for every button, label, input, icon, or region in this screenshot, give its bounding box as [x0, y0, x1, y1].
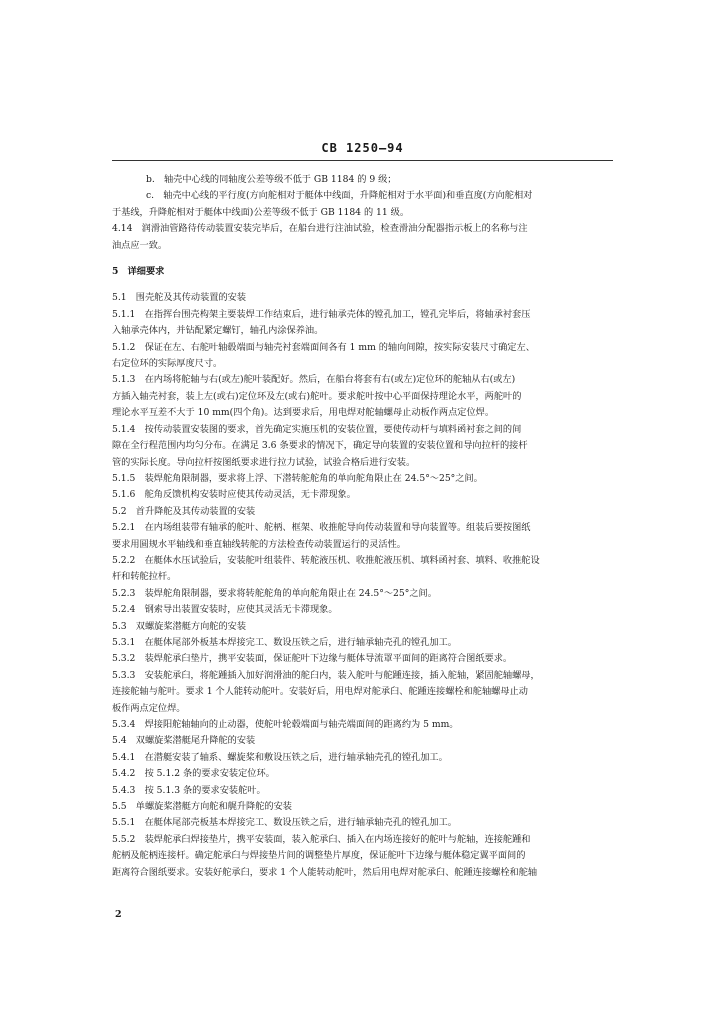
clause-line: 5.2.2 在艇体水压试验后，安装舵叶组装件、转舵液压机、收推舵液压机、填料函衬套、填料、收推舵设: [112, 554, 540, 566]
clause-line: 5.3.2 装焊舵承臼垫片，携平安装面，保证舵叶下边缘与艇体导流罩平面间的距离符合图纸要求。: [112, 653, 513, 665]
clause-line: 5.5.1 在艇体尾部壳板基本焊接完工、数设压铁之后，进行轴承轴壳孔的镗孔加工。: [112, 817, 457, 829]
clause-line: 5.4.3 按 5.1.3 条的要求安装舵叶。: [112, 784, 266, 796]
list-item: c. 轴壳中心线的平行度(方向舵相对于艇体中线面，升降舵相对于水平面)和垂直度(方向舵相对: [146, 190, 533, 202]
clause-line: 5.2.4 钢索导出装置安装时，应使其灵活无卡滞现象。: [112, 604, 338, 616]
clause-line: 5.3.3 安装舵承臼，将舵踵插入加好润滑油的舵臼内，装入舵叶与舵踵连接，插入舵轴，紧固舵轴螺母，: [112, 669, 540, 681]
text-line: 右定位环的实际厚度尺寸。: [112, 358, 223, 370]
page-number: 2: [115, 909, 122, 920]
list-item: b. 轴壳中心线的同轴度公差等级不低于 GB 1184 的 9 级；: [146, 174, 397, 185]
text-line: 要求用圆规水平轴线和垂直轴线转舵的方法检查传动装置运行的灵活性。: [112, 538, 406, 550]
clause-line: 5.1.2 保证在左、右舵叶轴毂端面与轴壳衬套端面间各有 1 mm 的轴向间隙，按实际安装尺寸确定左、: [112, 341, 535, 353]
text-line: 理论水平互差不大于 10 mm(四个角)。达到要求后，用电焊对舵轴螺母止动板作两点定位焊。: [112, 407, 495, 419]
clause-line: 5.4.2 按 5.1.2 条的要求安装定位环。: [112, 768, 275, 780]
text-line: 油点应一致。: [112, 239, 168, 251]
clause-line: 5.1.1 在指挥台围壳构架主要装焊工作结束后，进行轴承壳体的镗孔加工，镗孔完毕后，将轴承衬套压: [112, 308, 531, 320]
text-line: 方插入轴壳衬套，装上左(或右)定位环及左(或右)舵叶。要求舵叶按中心平面保持理论水平，两舵叶的: [112, 390, 522, 402]
clause-line: 5.2.1 在内场组装带有轴承的舵叶、舵柄、框架、收推舵导向传动装置和导向装置等。组装后要按图纸: [112, 522, 531, 534]
document-body: [112, 172, 592, 881]
text-line: 杆和转舵拉杆。: [112, 571, 177, 583]
clause-line: 5.1.6 舵角反馈机构安装时应使其传动灵活，无卡滞现象。: [112, 489, 356, 501]
clause-line: 5.3.1 在艇体尾部外板基本焊接完工、数设压铁之后，进行轴承轴壳孔的镗孔加工。: [112, 636, 457, 648]
subsection-heading: 5.5 单螺旋桨潜艇方向舵和艉升降舵的安装: [112, 801, 292, 813]
clause-line: 4.14 润滑油管路待传动装置安装完毕后，在船台进行注油试验，检查滑油分配器指示板上的名称与注: [112, 223, 528, 235]
text-line: 于基线，升降舵相对于艇体中线面)公差等级不低于 GB 1184 的 11 级。: [112, 206, 410, 218]
text-line: 管的实际长度。导向拉杆按图纸要求进行拉力试验，试验合格后进行安装。: [112, 456, 416, 468]
subsection-heading: 5.4 双螺旋桨潜艇尾升降舵的安装: [112, 735, 256, 747]
clause-line: 5.5.2 装焊舵承臼焊接垫片，携平安装面，装入舵承臼、插入在内场连接好的舵叶与舵轴，连接舵踵和: [112, 833, 531, 845]
clause-line: 5.2.3 装焊舵角限制器，要求将转舵舵角的单向舵角限止在 24.5°～25°之间。: [112, 587, 437, 599]
clause-line: 5.1.5 装焊舵角限制器，要求将上浮、下潜转舵舵角的单向舵角限止在 24.5°～25°之间。: [112, 472, 483, 484]
standard-number-header: CB 1250—94: [321, 141, 404, 155]
text-line: 隙在全行程范围内均匀分布。在满足 3.6 条要求的情况下，确定导向装置的安装位置和导向拉杆的接杆: [112, 440, 528, 452]
subsection-heading: 5.2 首升降舵及其传动装置的安装: [112, 505, 256, 517]
text-line: 舵柄及舵柄连接杆。确定舵承臼与焊接垫片间的调整垫片厚度，保证舵叶下边缘与艇体稳定翼平面间的: [112, 850, 526, 862]
clause-line: 5.1.4 按传动装置安装图的要求，首先确定实施压机的安装位置，要使传动杆与填料函衬套之间的间: [112, 423, 522, 435]
text-line: 入轴承壳体内，并钻配紧定螺钉，轴孔内涂保养油。: [112, 325, 324, 337]
clause-line: 5.4.1 在潜艇安装了轴系、螺旋桨和敷设压铁之后，进行轴承轴壳孔的镗孔加工。: [112, 751, 448, 763]
text-line: 距离符合图纸要求。安装好舵承臼，要求 1 个人能转动舵叶，然后用电焊对舵承臼、舵踵连接螺栓和舵轴: [112, 866, 538, 878]
subsection-heading: 5.3 双螺旋桨潜艇方向舵的安装: [112, 620, 247, 632]
section-heading: 5 详细要求: [112, 266, 165, 278]
clause-line: 5.3.4 焊接阳舵轴轴向的止动器，使舵叶轮毂端面与轴壳端面间的距离约为 5 mm。: [112, 719, 459, 730]
text-line: 板作两点定位焊。: [112, 702, 186, 714]
header-divider: [112, 160, 613, 161]
subsection-heading: 5.1 围壳舵及其传动装置的安装: [112, 292, 247, 304]
clause-line: 5.1.3 在内场将舵轴与右(或左)舵叶装配好。然后，在船台将套有右(或左)定位环的舵轴从右(或左): [112, 374, 516, 386]
text-line: 连接舵轴与舵叶。要求 1 个人能转动舵叶。安装好后，用电焊对舵承臼、舵踵连接螺栓和舵轴螺母止动: [112, 686, 528, 698]
